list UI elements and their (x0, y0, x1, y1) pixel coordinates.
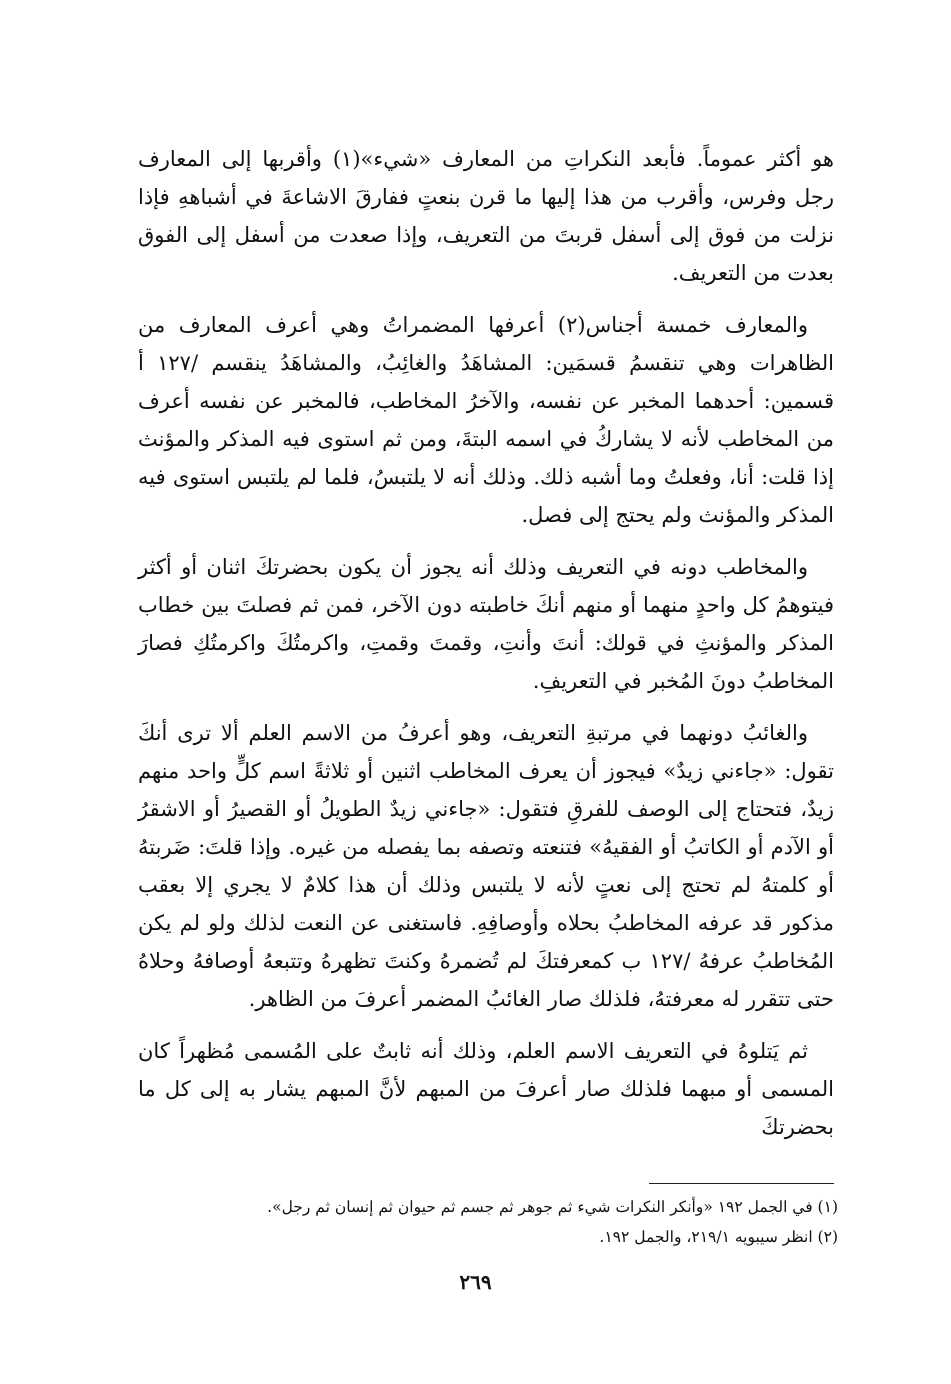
footnote-1: (١) في الجمل ١٩٢ «وأنكر النكرات شيء ثم جوهر ثم جسم ثم حيوان ثم إنسان ثم رجل». (267, 1198, 838, 1216)
paragraph-1: هو أكثر عموماً. فأبعد النكراتِ من المعارف «شيء»(١) وأقربها إلى المعارف رجل وفرس، وأقرب من هذا إليها ما قرن بنعتٍ ففارقَ الاشاعةَ في أشباههِ فإذا نزلت من فوق إلى أسفل قربتَ من التعريف، وإذا صعدت من أسفل إلى الفوق بعدت من التعريف. (138, 147, 835, 285)
footnote-2: (٢) انظر سيبويه ٢١٩/١، والجمل ١٩٢. (599, 1228, 838, 1246)
footnotes (138, 1192, 838, 1252)
footnote-divider (649, 1183, 834, 1184)
page-number: ٢٦٩ (459, 1270, 492, 1294)
paragraph-3: والمخاطب دونه في التعريف وذلك أنه يجوز أن يكون بحضرتكَ اثنان أو أكثر فيتوهمُ كل واحدٍ منهما أو منهم أنكَ خاطبته دون الآخر، فمن ثم فصلتَ بين خطاب المذكر والمؤنثِ في قولك: أنتَ وأنتِ، وقمتَ وقمتِ، واكرمتُكَ واكرمتُكِ فصارَ المخاطبُ دونَ المُخبر في التعريفِ. (138, 555, 834, 693)
paragraph-2: والمعارف خمسة أجناس(٢) أعرفها المضمراتُ وهي أعرف المعارف من الظاهرات وهي تنقسمُ قسمَين: المشاهَدُ والغائِبُ، والمشاهَدُ ينقسم /١٢٧ أ قسمين: أحدهما المخبر عن نفسه، والآخرُ المخاطب، فالمخبر عن نفسه أعرف من المخاطب لأنه لا يشاركُ في اسمه البتةَ، ومن ثم استوى فيه المذكر والمؤنث إذا قلت: أنا، وفعلتُ وما أشبه ذلك. وذلك أنه لا يلتبسُ، فلما لم يلتبس استوى فيه المذكر والمؤنث ولم يحتج إلى فصل. (138, 313, 834, 527)
main-text (138, 140, 834, 1160)
paragraph-5: ثم يَتلوهُ في التعريف الاسم العلم، وذلك أنه ثابتٌ على المُسمى مُظهراً كان المسمى أو مبهما فلذلك صار أعرفَ من المبهم لأنَّ المبهم يشار به إلى كل ما بحضرتكَ (138, 1039, 834, 1139)
paragraph-4: والغائبُ دونهما في مرتبةِ التعريف، وهو أعرفُ من الاسم العلم ألا ترى أنكَ تقول: «جاءني زيدٌ» فيجوز أن يعرف المخاطب اثنين أو ثلاثةً اسم كلٍّ واحد منهم زيدٌ، فتحتاج إلى الوصف للفرقِ فتقول: «جاءني زيدٌ الطويلُ أو القصيرُ أو الاشقرُ أو الآدم أو الكاتبُ أو الفقيهُ» فتنعته وتصفه بما يفصله من غيره. وإذا قلتَ: ضَربتهُ أو كلمتهُ لم تحتج إلى نعتٍ لأنه لا يلتبس وذلك أن هذا كلامٌ لا يجري إلا بعقب مذكور قد عرفه المخاطبُ بحلاه وأوصافِهِ. فاستغنى عن النعت لذلك ولو لم يكن المُخاطبُ عرفهُ /١٢٧ ب كمعرفتكَ لم تُضمرهُ وكنتَ تظهرهُ وتتبعهُ أوصافهُ وحلاهُ حتى تتقرر له معرفتهُ، فلذلك صار الغائبُ المضمر أعرفَ من الظاهر. (138, 721, 834, 1011)
